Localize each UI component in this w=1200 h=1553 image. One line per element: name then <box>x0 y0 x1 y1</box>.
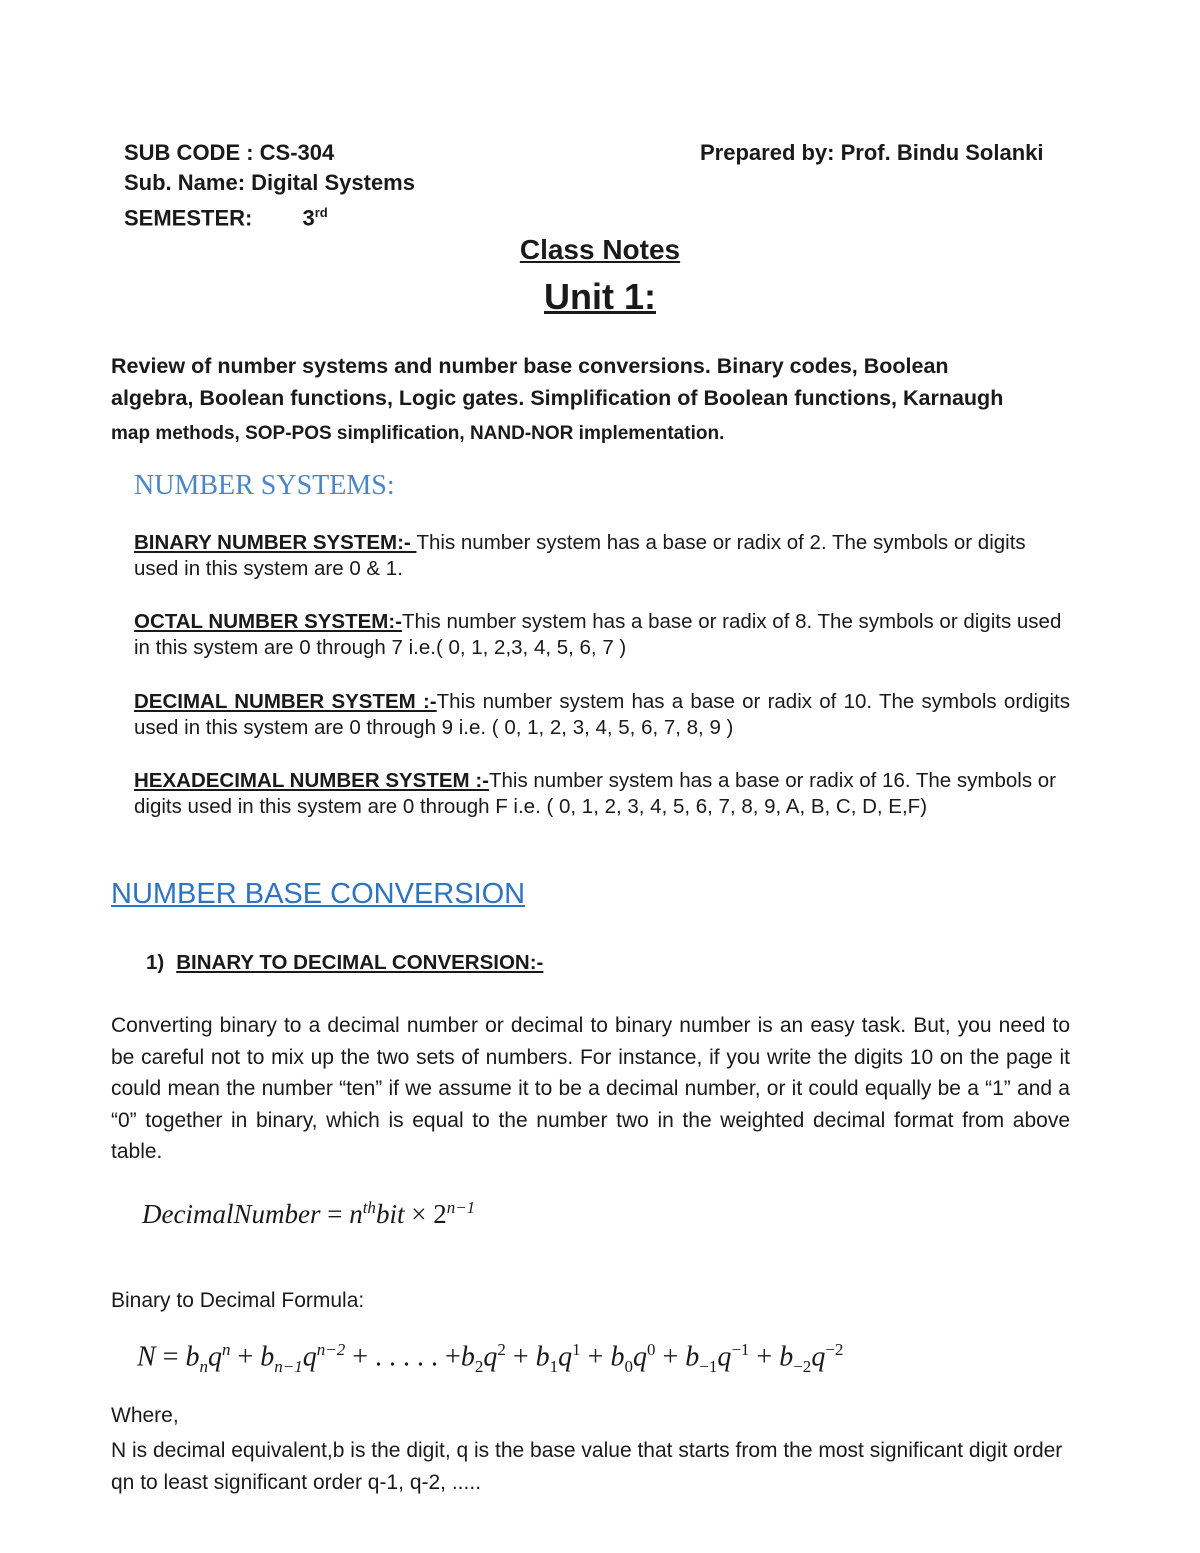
semester-label: SEMESTER: <box>124 205 253 231</box>
binary-definition <box>134 530 1070 582</box>
decimal-number-formula: DecimalNumber = $n^{th}bit \times 2^{n-1}$ <box>142 1198 476 1229</box>
unit-title: Unit 1: <box>544 276 656 317</box>
semester <box>124 198 415 233</box>
binary-text: This number system has a base or radix of 2. The symbols or digits used in this system are 0 & 1. <box>134 531 1026 580</box>
prepared-by: Prepared by: Prof. Bindu Solanki <box>700 140 1044 165</box>
semester-value: 3rd <box>302 205 328 231</box>
decimal-term: DECIMAL NUMBER SYSTEM :- <box>134 690 437 713</box>
number-systems-heading: NUMBER SYSTEMS: <box>134 470 395 501</box>
octal-term: OCTAL NUMBER SYSTEM:- <box>134 610 403 633</box>
syllabus-text <box>111 350 1011 450</box>
syllabus-main: Review of number systems and number base conversions. Binary codes, Boolean algebra, Boolean functions, Logic gates. Simplification of Boolean functions, Karnaugh <box>111 354 1004 410</box>
formula-label: Binary to Decimal Formula: <box>111 1289 365 1312</box>
octal-definition <box>134 609 1070 661</box>
binary-to-decimal-heading <box>146 951 543 975</box>
syllabus-tail: map methods, SOP-POS simplification, NAND-NOR implementation. <box>111 423 725 444</box>
binary-term: BINARY NUMBER SYSTEM:- <box>134 531 417 554</box>
sub-heading-text: BINARY TO DECIMAL CONVERSION:- <box>176 951 544 974</box>
binary-to-decimal-formula: $N = b_nq^n + b_{n-1}q^{n-2}$ + . . . . . $+b_2q^2 + b_1q^1 + b_0q^0 + b_{-1}q^{-1} + b_{-2}q^{-2}$ <box>137 1340 844 1376</box>
conversion-paragraph: Converting binary to a decimal number or decimal to binary number is an easy task. But, you need to be careful not to mix up the two sets of numbers. For instance, if you write the digits 10 on the page it could mean the number “ten” if we assume it to be a decimal number, or it could equally be a “1” and a “0” together in binary, which is equal to the number two in the weighted decimal format from above table. <box>111 1014 1070 1163</box>
decimal-definition <box>134 689 1070 741</box>
hexadecimal-definition <box>134 768 1070 820</box>
octal-text: This number system has a base or radix of 8. The symbols or digits used in this system are 0 through 7 i.e.( 0, 1, 2,3, 4, 5, 6, 7 ) <box>134 610 1062 659</box>
hexadecimal-term: HEXADECIMAL NUMBER SYSTEM :- <box>134 769 489 792</box>
subject-name: Sub. Name: Digital Systems <box>124 170 415 195</box>
decimal-text: This number system has a base or radix of 10. The symbols ordigits used in this system are 0 through 9 i.e. ( 0, 1, 2, 3, 4, 5, 6, 7, 8, 9 ) <box>134 690 1071 739</box>
where-label: Where, <box>111 1404 179 1427</box>
sub-heading-number: 1) <box>146 951 165 974</box>
subject-code: SUB CODE : CS-304 <box>124 140 335 165</box>
subject-info <box>124 138 415 233</box>
hexadecimal-text: This number system has a base or radix of 16. The symbols or digits used in this system are 0 through F i.e. ( 0, 1, 2, 3, 4, 5, 6, 7, 8, 9, A, B, C, D, E,F) <box>134 769 1057 818</box>
where-explanation: N is decimal equivalent,b is the digit, q is the base value that starts from the most significant digit order qn to least significant order q-1, q-2, ..... <box>111 1439 1063 1494</box>
number-base-conversion-heading: NUMBER BASE CONVERSION <box>111 878 526 910</box>
class-notes-title: Class Notes <box>519 234 681 265</box>
